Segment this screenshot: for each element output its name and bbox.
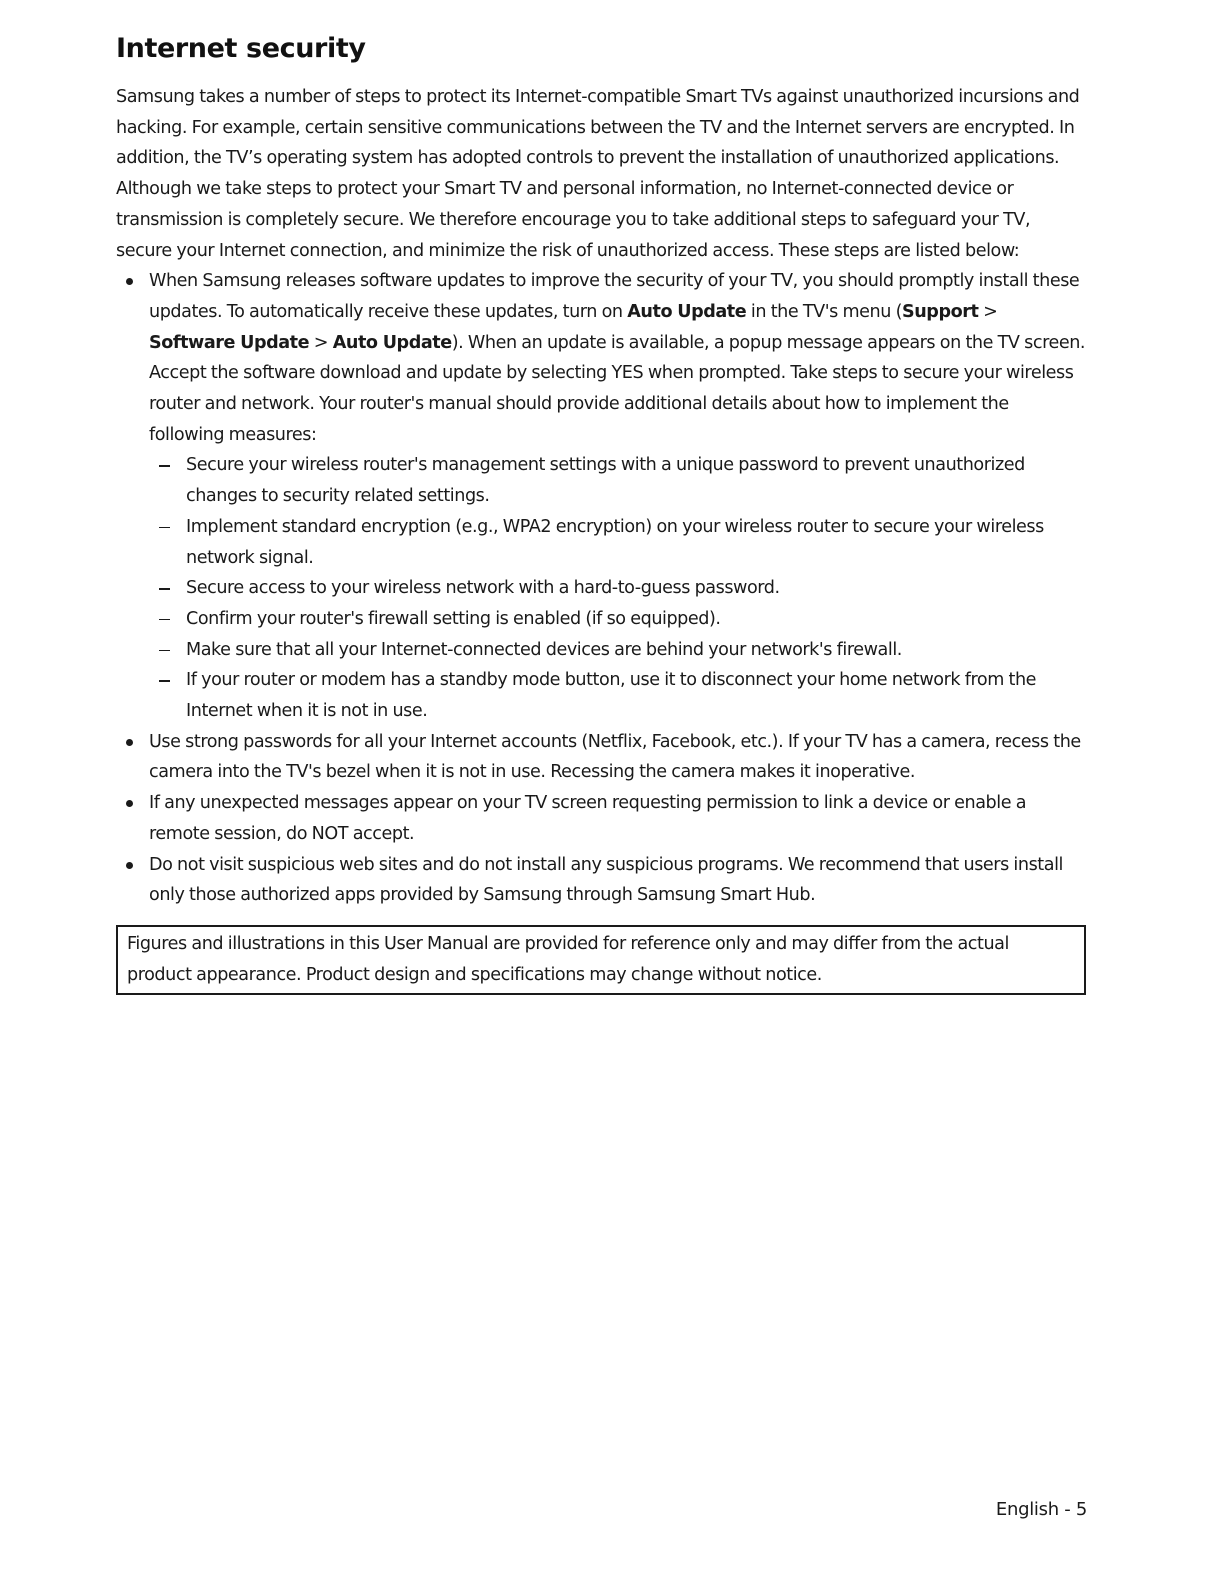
- page-title: Internet security: [116, 33, 366, 64]
- disclaimer-text: Figures and illustrations in this User Manual are provided for reference only and may differ from the actual product appearance. Product design and specifications may change without notice.: [127, 933, 1009, 985]
- bullet-icon: [126, 862, 133, 869]
- page-content: [116, 30, 1086, 995]
- list-item-software-updates: [116, 266, 1086, 727]
- list-item: If your router or modem has a standby mode button, use it to disconnect your home network from the Internet when it is not in use.: [149, 665, 1086, 726]
- security-steps-list: [116, 266, 1086, 911]
- bullet-icon: [126, 739, 133, 746]
- bullet-icon: [126, 278, 133, 285]
- bullet-text: When Samsung releases software updates to improve the security of your TV, you should promptly install these updates. To automatically receive these updates, turn on Auto Update in the TV's menu (Support > Software Update > Auto Update). When an update is available, a popup message appears on the TV screen. Accept the software download and update by selecting YES when prompted. Take steps to secure your wireless router and network. Your router's manual should provide additional details about how to implement the following measures:: [149, 271, 1086, 445]
- list-item: Implement standard encryption (e.g., WPA2 encryption) on your wireless router to secure your wireless network signal.: [149, 512, 1086, 573]
- dash-icon: [159, 680, 170, 681]
- list-item-unexpected-messages: If any unexpected messages appear on your TV screen requesting permission to link a device or enable a remote session, do NOT accept.: [116, 788, 1086, 849]
- dash-icon: [159, 650, 170, 651]
- auto-update-label: Auto Update: [627, 301, 747, 322]
- page-number: English - 5: [995, 1499, 1087, 1520]
- list-item: Secure access to your wireless network with a hard-to-guess password.: [149, 573, 1086, 604]
- list-item: Secure your wireless router's management settings with a unique password to prevent unauthorized changes to security related settings.: [149, 450, 1086, 511]
- intro-paragraph: Samsung takes a number of steps to protect its Internet-compatible Smart TVs against unauthorized incursions and hacking. For example, certain sensitive communications between the TV and the Internet servers are encrypted. In addition, the TV’s operating system has adopted controls to prevent the installation of unauthorized applications. Although we take steps to protect your Smart TV and personal information, no Internet-connected device or transmission is completely secure. We therefore encourage you to take additional steps to safeguard your TV, secure your Internet connection, and minimize the risk of unauthorized access. These steps are listed below:: [116, 87, 1080, 261]
- list-item-suspicious-sites: Do not visit suspicious web sites and do not install any suspicious programs. We recommend that users install only those authorized apps provided by Samsung through Samsung Smart Hub.: [116, 850, 1086, 911]
- list-item-strong-passwords: Use strong passwords for all your Internet accounts (Netflix, Facebook, etc.). If your TV has a camera, recess the camera into the TV's bezel when it is not in use. Recessing the camera makes it inoperative.: [116, 727, 1086, 788]
- list-item: Make sure that all your Internet-connected devices are behind your network's firewall.: [149, 635, 1086, 666]
- disclaimer-box: [116, 925, 1086, 995]
- dash-icon: [159, 465, 170, 466]
- bullet-icon: [126, 800, 133, 807]
- router-measures-list: [149, 450, 1086, 726]
- document-body: [116, 82, 1086, 995]
- software-update-menu-label: Software Update: [149, 332, 310, 353]
- dash-icon: [159, 527, 170, 528]
- dash-icon: [159, 619, 170, 620]
- dash-icon: [159, 588, 170, 589]
- list-item: Confirm your router's firewall setting is enabled (if so equipped).: [149, 604, 1086, 635]
- auto-update-menu-label: Auto Update: [332, 332, 452, 353]
- support-menu-label: Support: [902, 301, 979, 322]
